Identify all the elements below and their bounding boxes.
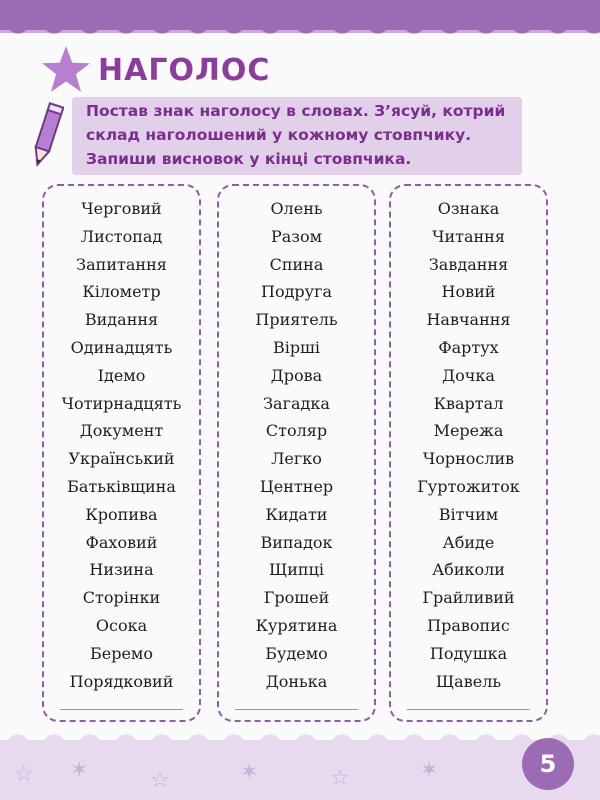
conclusion-line-1[interactable] (60, 709, 183, 710)
word-item[interactable]: Навчання (426, 310, 511, 330)
word-item[interactable]: Столяр (265, 421, 328, 441)
word-item[interactable]: Чотирнадцять (61, 393, 182, 413)
word-item[interactable]: Загадка (263, 393, 330, 413)
word-item[interactable]: Дочка (442, 365, 495, 385)
word-item[interactable]: Видання (84, 310, 159, 330)
page-title: НАГОЛОС (98, 52, 271, 88)
word-item[interactable]: Курятина (255, 615, 338, 635)
word-item[interactable]: Мережа (433, 421, 504, 441)
word-item[interactable]: Беремо (89, 643, 153, 663)
word-item[interactable]: Черговий (81, 199, 162, 218)
conclusion-line-2[interactable] (235, 709, 358, 710)
word-item[interactable]: Чорнослив (422, 449, 515, 469)
word-item[interactable]: Випадок (260, 532, 333, 552)
word-item[interactable]: Грайливий (422, 588, 515, 608)
word-item[interactable]: Кропива (85, 504, 158, 524)
pencil-icon (30, 100, 64, 170)
title-row (40, 40, 270, 100)
word-item[interactable]: Правопис (427, 615, 510, 635)
decorative-star-glyph: ☆ (150, 768, 170, 793)
word-item[interactable]: Дрова (270, 365, 323, 385)
word-item[interactable]: Центнер (259, 476, 334, 496)
star-icon (40, 44, 92, 96)
word-item[interactable]: Порядковий (69, 671, 174, 691)
word-list (391, 186, 546, 695)
word-item[interactable]: Батьківщина (67, 476, 176, 496)
word-item[interactable]: Абиде (442, 532, 495, 552)
top-scallop-border (0, 22, 600, 40)
word-item[interactable]: Запитання (76, 254, 167, 274)
word-item[interactable]: Олень (270, 199, 323, 218)
word-item[interactable]: Грошей (263, 588, 330, 608)
word-column-1 (42, 184, 201, 722)
word-item[interactable]: Разом (270, 226, 323, 246)
word-item[interactable]: Абиколи (432, 560, 505, 580)
decorative-star-glyph: ✶ (240, 760, 259, 785)
word-column-3 (389, 184, 548, 722)
word-item[interactable]: Квартал (433, 393, 504, 413)
word-item[interactable]: Листопад (80, 226, 163, 246)
word-item[interactable]: Будемо (265, 643, 328, 663)
word-item[interactable]: Одинадцять (70, 337, 173, 357)
decorative-star-glyph: ✶ (70, 758, 89, 783)
word-item[interactable]: Український (68, 449, 175, 469)
word-item[interactable]: Документ (79, 421, 164, 441)
decorative-star-glyph: ☆ (14, 762, 34, 787)
word-item[interactable]: Вірші (272, 337, 321, 357)
word-item[interactable]: Завдання (428, 254, 509, 274)
word-item[interactable]: Низина (89, 560, 154, 580)
word-list (44, 186, 199, 695)
word-item[interactable]: Осока (95, 615, 148, 635)
decorative-star-glyph: ☆ (330, 766, 350, 791)
word-item[interactable]: Новий (441, 282, 496, 302)
word-item[interactable]: Фаховий (85, 532, 158, 552)
conclusion-line-3[interactable] (407, 709, 530, 710)
word-item[interactable]: Сторінки (82, 588, 161, 608)
word-item[interactable]: Ознака (437, 199, 500, 218)
word-item[interactable]: Читання (432, 226, 505, 246)
word-item[interactable]: Гуртожиток (417, 476, 520, 496)
word-item[interactable]: Вітчим (438, 504, 499, 524)
word-item[interactable]: Приятель (255, 310, 338, 330)
word-item[interactable]: Щавель (435, 671, 502, 691)
word-item[interactable]: Фартух (438, 337, 499, 357)
bottom-decorative-band (0, 740, 600, 800)
word-item[interactable]: Щипці (269, 560, 324, 580)
word-item[interactable]: Легко (271, 449, 322, 469)
word-item[interactable]: Кілометр (82, 282, 161, 302)
decorative-star-glyph: ✶ (420, 758, 439, 783)
word-item[interactable]: Ідемо (97, 365, 146, 385)
word-item[interactable]: Спина (269, 254, 324, 274)
word-item[interactable]: Подруга (260, 282, 332, 302)
instruction-text: Постав знак наголосу в словах. З’ясуй, котрий склад наголошений у кожному стовпчику. Запиши висновок у кінці стовпчика. (86, 102, 506, 168)
word-item[interactable]: Подушка (429, 643, 508, 663)
word-item[interactable]: Донька (265, 671, 328, 691)
word-list (219, 186, 374, 695)
page-number: 5 (539, 750, 557, 778)
word-item[interactable]: Кидати (265, 504, 328, 524)
word-column-2 (217, 184, 376, 722)
